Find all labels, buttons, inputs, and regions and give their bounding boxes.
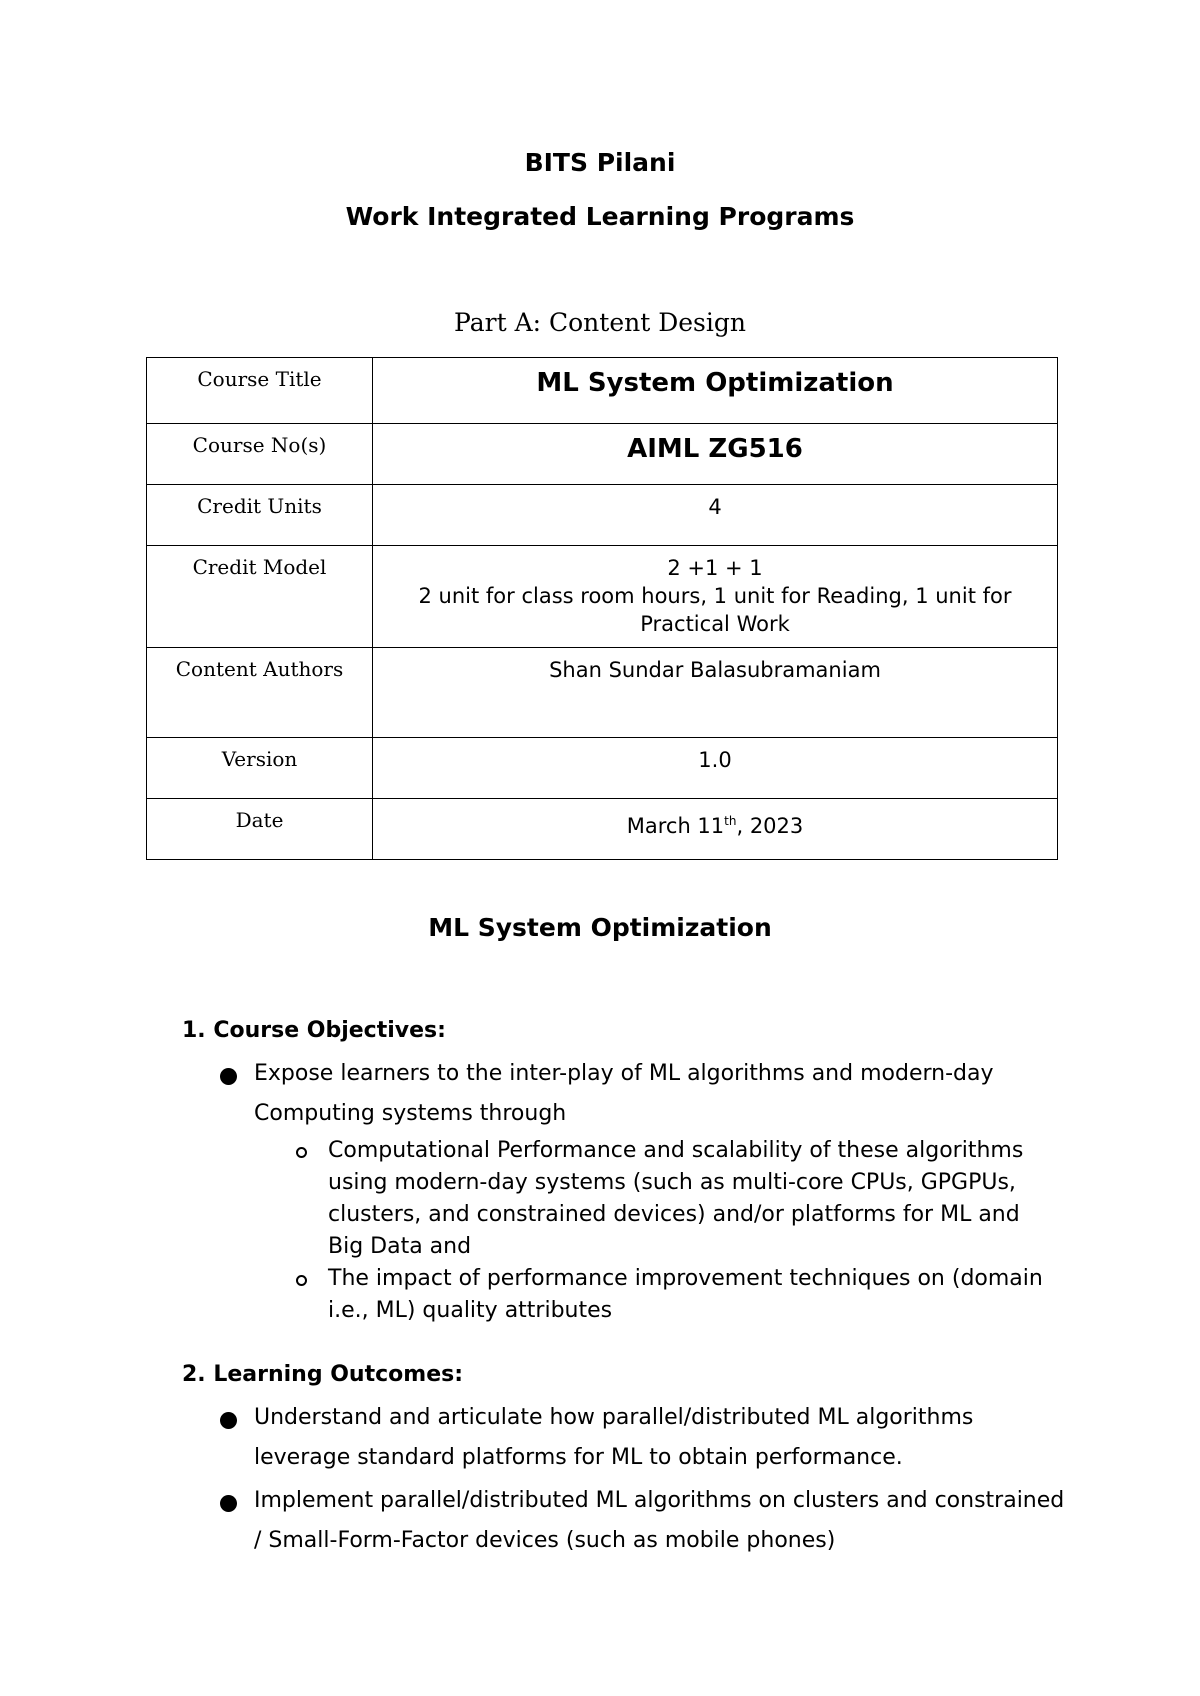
bullet-icon (220, 1495, 237, 1512)
date-value: March 11th, 2023 (373, 799, 1058, 860)
outcome-text: Implement parallel/distributed ML algorithms on clusters and constrained / Small-Form-Factor devices (such as mobile phones) (254, 1488, 1065, 1553)
sub-item-text: Computational Performance and scalability of these algorithms using modern-day systems (such as multi-core CPUs, GPGPUs, clusters, and constrained devices) and/or platforms for ML and Big Data and (328, 1138, 1024, 1259)
circle-bullet-icon (296, 1275, 307, 1286)
part-heading: Part A: Content Design (454, 308, 746, 337)
sub-item-text: The impact of performance improvement techniques on (domain i.e., ML) quality attributes (328, 1266, 1043, 1323)
table-row (147, 738, 1058, 799)
bullet-icon (220, 1412, 237, 1429)
objectives-heading: 1. Course Objectives: (182, 1018, 446, 1043)
list-item (254, 1054, 1014, 1134)
credit-units-value: 4 (373, 485, 1058, 546)
course-title-value: ML System Optimization (373, 358, 1058, 424)
version-value: 1.0 (373, 738, 1058, 799)
table-row (147, 424, 1058, 485)
table-row (147, 358, 1058, 424)
row-label: Credit Units (147, 485, 373, 546)
outcomes-heading: 2. Learning Outcomes: (182, 1362, 464, 1387)
table-row (147, 485, 1058, 546)
program-title: Work Integrated Learning Programs (345, 202, 855, 231)
outcome-text: Understand and articulate how parallel/distributed ML algorithms leverage standard platforms for ML to obtain performance. (254, 1405, 974, 1470)
table-row (147, 546, 1058, 648)
table-row (147, 648, 1058, 738)
objective-text: Expose learners to the inter-play of ML algorithms and modern-day Computing systems through (254, 1061, 994, 1126)
row-label: Content Authors (147, 648, 373, 738)
row-label: Course No(s) (147, 424, 373, 485)
row-label: Course Title (147, 358, 373, 424)
credit-model-line1: 2 +1 + 1 (667, 556, 763, 580)
row-label: Credit Model (147, 546, 373, 648)
list-item (328, 1263, 1048, 1327)
row-label: Version (147, 738, 373, 799)
row-label: Date (147, 799, 373, 860)
list-item (254, 1398, 1054, 1478)
content-authors-value: Shan Sundar Balasubramaniam (373, 648, 1058, 738)
course-info-table (146, 357, 1058, 860)
section-title: ML System Optimization (428, 913, 772, 942)
list-item (328, 1135, 1048, 1263)
course-number-value: AIML ZG516 (373, 424, 1058, 485)
list-item (254, 1481, 1074, 1561)
circle-bullet-icon (296, 1147, 307, 1158)
table-row (147, 799, 1058, 860)
credit-model-value (373, 546, 1058, 648)
institution-title: BITS Pilani (524, 148, 676, 177)
credit-model-line2: 2 unit for class room hours, 1 unit for Reading, 1 unit for Practical Work (418, 584, 1012, 636)
bullet-icon (220, 1068, 237, 1085)
